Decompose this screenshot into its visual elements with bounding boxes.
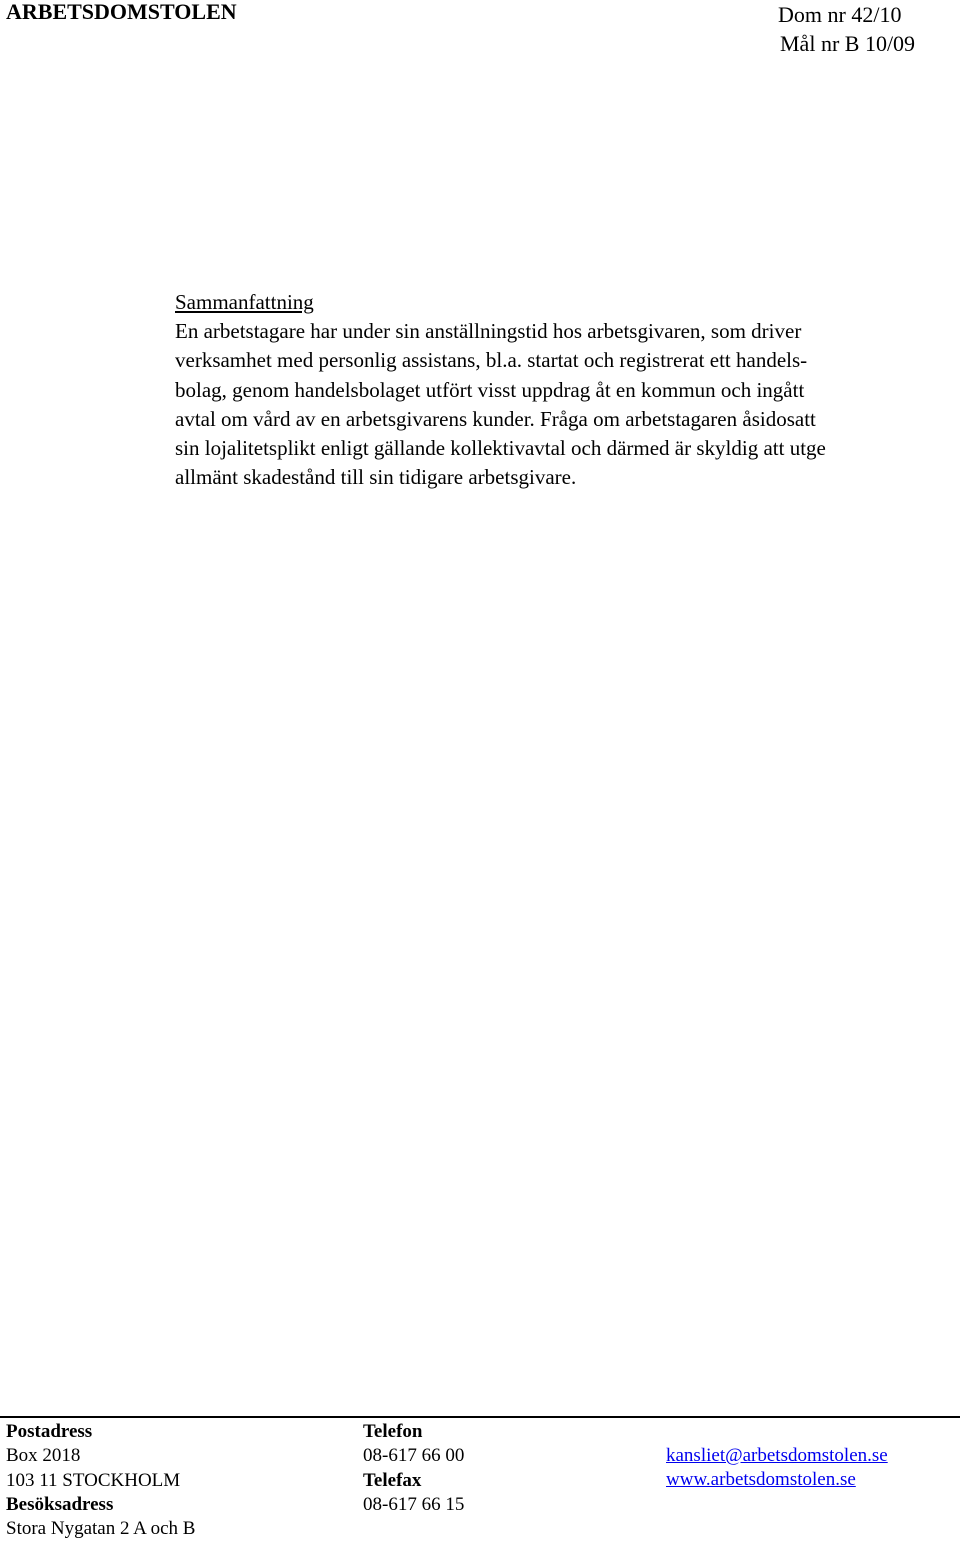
footer-address-column — [6, 1420, 195, 1541]
footer-phone-column — [363, 1420, 464, 1517]
summary-line: sin lojalitetsplikt enligt gällande kollektivavtal och därmed är skyldig att utge — [175, 436, 826, 461]
visiting-address-label: Besöksadress — [6, 1493, 114, 1515]
postal-box: Box 2018 — [6, 1445, 81, 1467]
matter-number: Mål nr B 10/09 — [780, 31, 916, 56]
email-link[interactable]: kansliet@arbetsdomstolen.se — [666, 1445, 888, 1466]
postal-city: 103 11 STOCKHOLM — [6, 1469, 181, 1491]
summary-heading: Sammanfattning — [175, 290, 314, 314]
postal-address-label: Postadress — [6, 1421, 93, 1442]
court-name: ARBETSDOMSTOLEN — [6, 0, 237, 24]
phone-label: Telefon — [363, 1421, 423, 1442]
summary-body — [175, 317, 960, 492]
footer-divider — [0, 1416, 960, 1418]
visiting-address: Stora Nygatan 2 A och B — [6, 1518, 196, 1540]
fax-label: Telefax — [363, 1469, 422, 1491]
case-number: Dom nr 42/10 — [778, 2, 902, 27]
case-reference — [778, 0, 915, 58]
summary-section — [175, 288, 960, 492]
summary-line: allmänt skadestånd till sin tidigare arbetsgivare. — [175, 465, 577, 490]
website-link[interactable]: www.arbetsdomstolen.se — [666, 1469, 856, 1491]
footer-contact-column — [666, 1444, 888, 1493]
summary-line: verksamhet med personlig assistans, bl.a. startat och registrerat ett handels- — [175, 348, 808, 373]
phone-number: 08-617 66 00 — [363, 1445, 465, 1467]
fax-number: 08-617 66 15 — [363, 1493, 465, 1515]
summary-line: bolag, genom handelsbolaget utfört visst uppdrag åt en kommun och ingått — [175, 377, 805, 402]
summary-line: En arbetstagare har under sin anställningstid hos arbetsgivaren, som driver — [175, 319, 802, 344]
summary-line: avtal om vård av en arbetsgivarens kunder. Fråga om arbetstagaren åsidosatt — [175, 406, 816, 431]
